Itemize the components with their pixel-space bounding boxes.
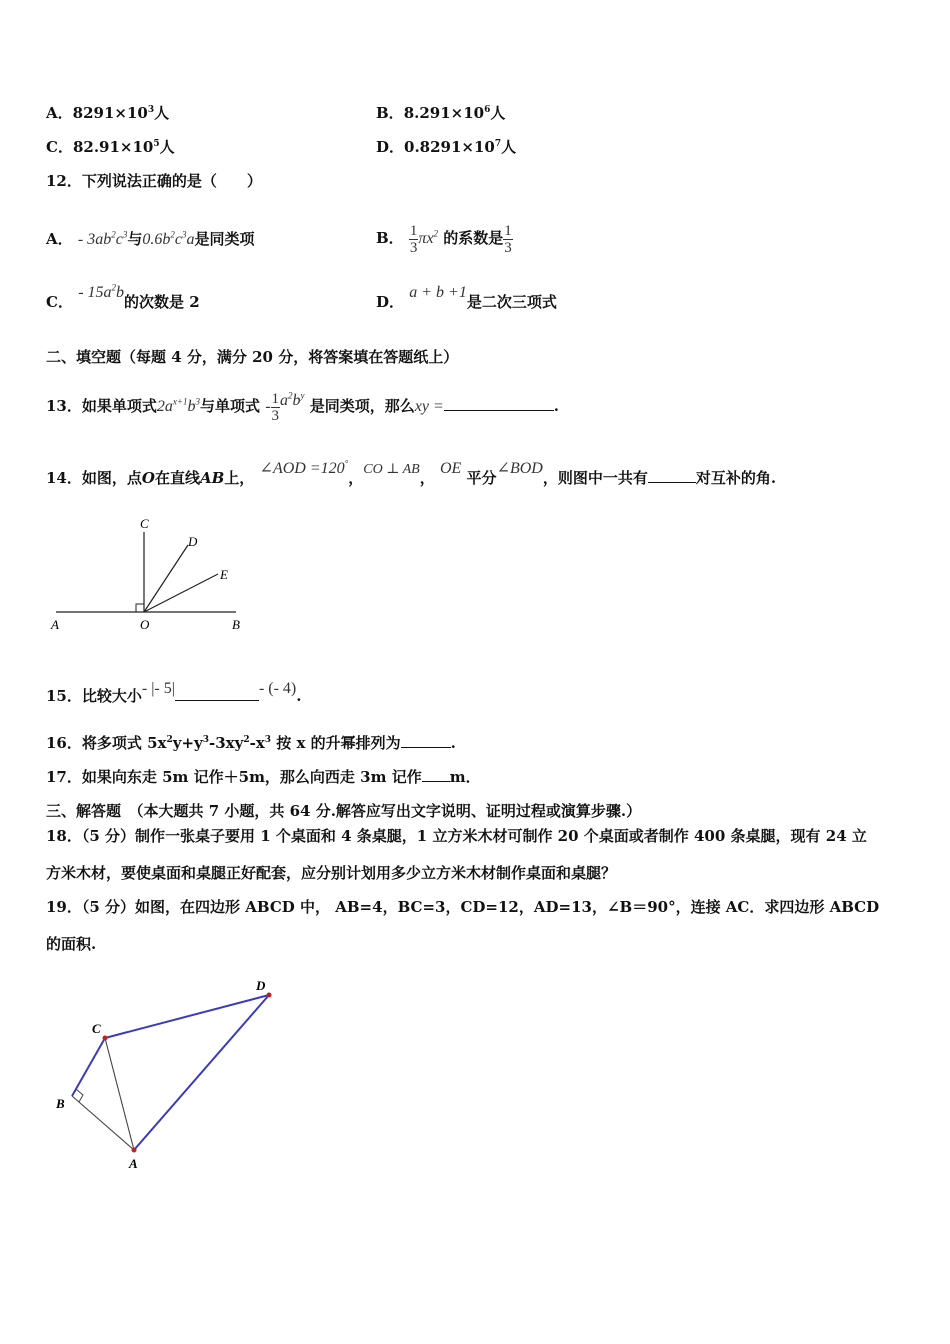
q17: 17．如果向东走 5m 记作＋5m，那么向西走 3m 记作 m． [46,768,481,786]
label-b: B [56,1096,65,1111]
diagonal-ac [105,1038,134,1150]
fraction-one-third: $\frac{1}{3}$ [504,222,512,256]
answer-blank [648,468,696,483]
section-2-heading: 二、填空题（每题 4 分，满分 20 分，将答案填在答题纸上） [46,348,459,366]
answer-blank [401,733,451,748]
q11-option-b: B．$8.291\times 10^6$人 [376,104,506,122]
answer-blank [422,767,450,782]
q15: 15．比较大小- |- 5| - (- 4). [46,680,302,705]
q16: 16．将多项式 $5x^2y+y^3-3xy^2-x^3$ 按 x 的升幂排列为 . [46,734,456,752]
side-da [134,995,269,1150]
q19-line-2: 的面积. [46,935,97,953]
label-a: A [51,617,59,632]
section-3-heading: 三、解答题 （本大题共 7 小题，共 64 分.解答应写出文字说明、证明过程或演算步骤.） [46,802,642,820]
side-ab [72,1096,134,1150]
figure-angle-diagram [48,512,258,637]
label-d: D [256,978,266,993]
fraction-one-third: $\frac{1}{3}$ [409,222,418,256]
q11-option-c: C．$82.91\times 10^5$人 [46,138,175,156]
q18-line-1: 18．（5 分）制作一张桌子要用 1 个桌面和 4 条桌腿，1 立方米木材可制作 20 个桌面或者制作 400 条桌腿，现有 24 立 [46,827,867,845]
answer-blank [444,396,554,411]
ray-oe [144,574,218,612]
fraction-one-third: $\frac{1}{3}$ [271,390,280,424]
side-cd [105,995,269,1038]
side-bc [72,1038,105,1096]
point-d [267,993,272,998]
q14: 14．如图，点O在直线AB上， ∠AOD =120°，CO ⊥ AB， OE 平分∠BOD，则图中一共有 对互补的角. [46,458,777,487]
q12-option-d: D． a + b +1是二次三项式 [376,284,557,311]
ray-od [144,545,188,612]
label-b: B [232,617,240,632]
label-c: C [92,1021,101,1036]
label-d: D [188,534,198,549]
q12-option-a: A． - $3ab^2c^3$与$0.6b^2c^3a$是同类项 [46,229,255,248]
q13: 13．如果单项式$2a^{x+1}b^3$与单项式 - $\frac{1}{3}$ $a^2b^y$ 是同类项，那么xy = . [46,390,560,424]
q11-option-a: A．$8291\times 10^3$人 [46,104,170,122]
point-c [103,1036,108,1041]
q11-option-d: D．$0.8291\times 10^7$人 [376,138,517,156]
label-c: C [140,516,149,531]
q12-option-b: B． $\frac{1}{3}$ $\pi x^2$ 的系数是 $\frac{1}{3}$ [376,222,512,256]
point-a [132,1148,137,1153]
q12-option-c: C． - $15a^2b$的次数是 2 [46,282,200,311]
q18-line-2: 方米木材，要使桌面和桌腿正好配套，应分别计划用多少立方米木材制作桌面和桌腿？ [46,864,617,882]
q19-line-1: 19．（5 分）如图，在四边形 ABCD 中， AB=4，BC=3，CD=12，AD=13，∠B＝90°，连接 AC．求四边形 ABCD [46,898,880,916]
right-angle-mark [136,604,144,612]
label-a: A [129,1156,138,1171]
q12-stem: 12．下列说法正确的是（ ） [46,172,262,190]
label-e: E [220,567,228,582]
label-o: O [140,617,150,632]
figure-quadrilateral-abcd [50,972,290,1177]
answer-blank [175,686,259,701]
